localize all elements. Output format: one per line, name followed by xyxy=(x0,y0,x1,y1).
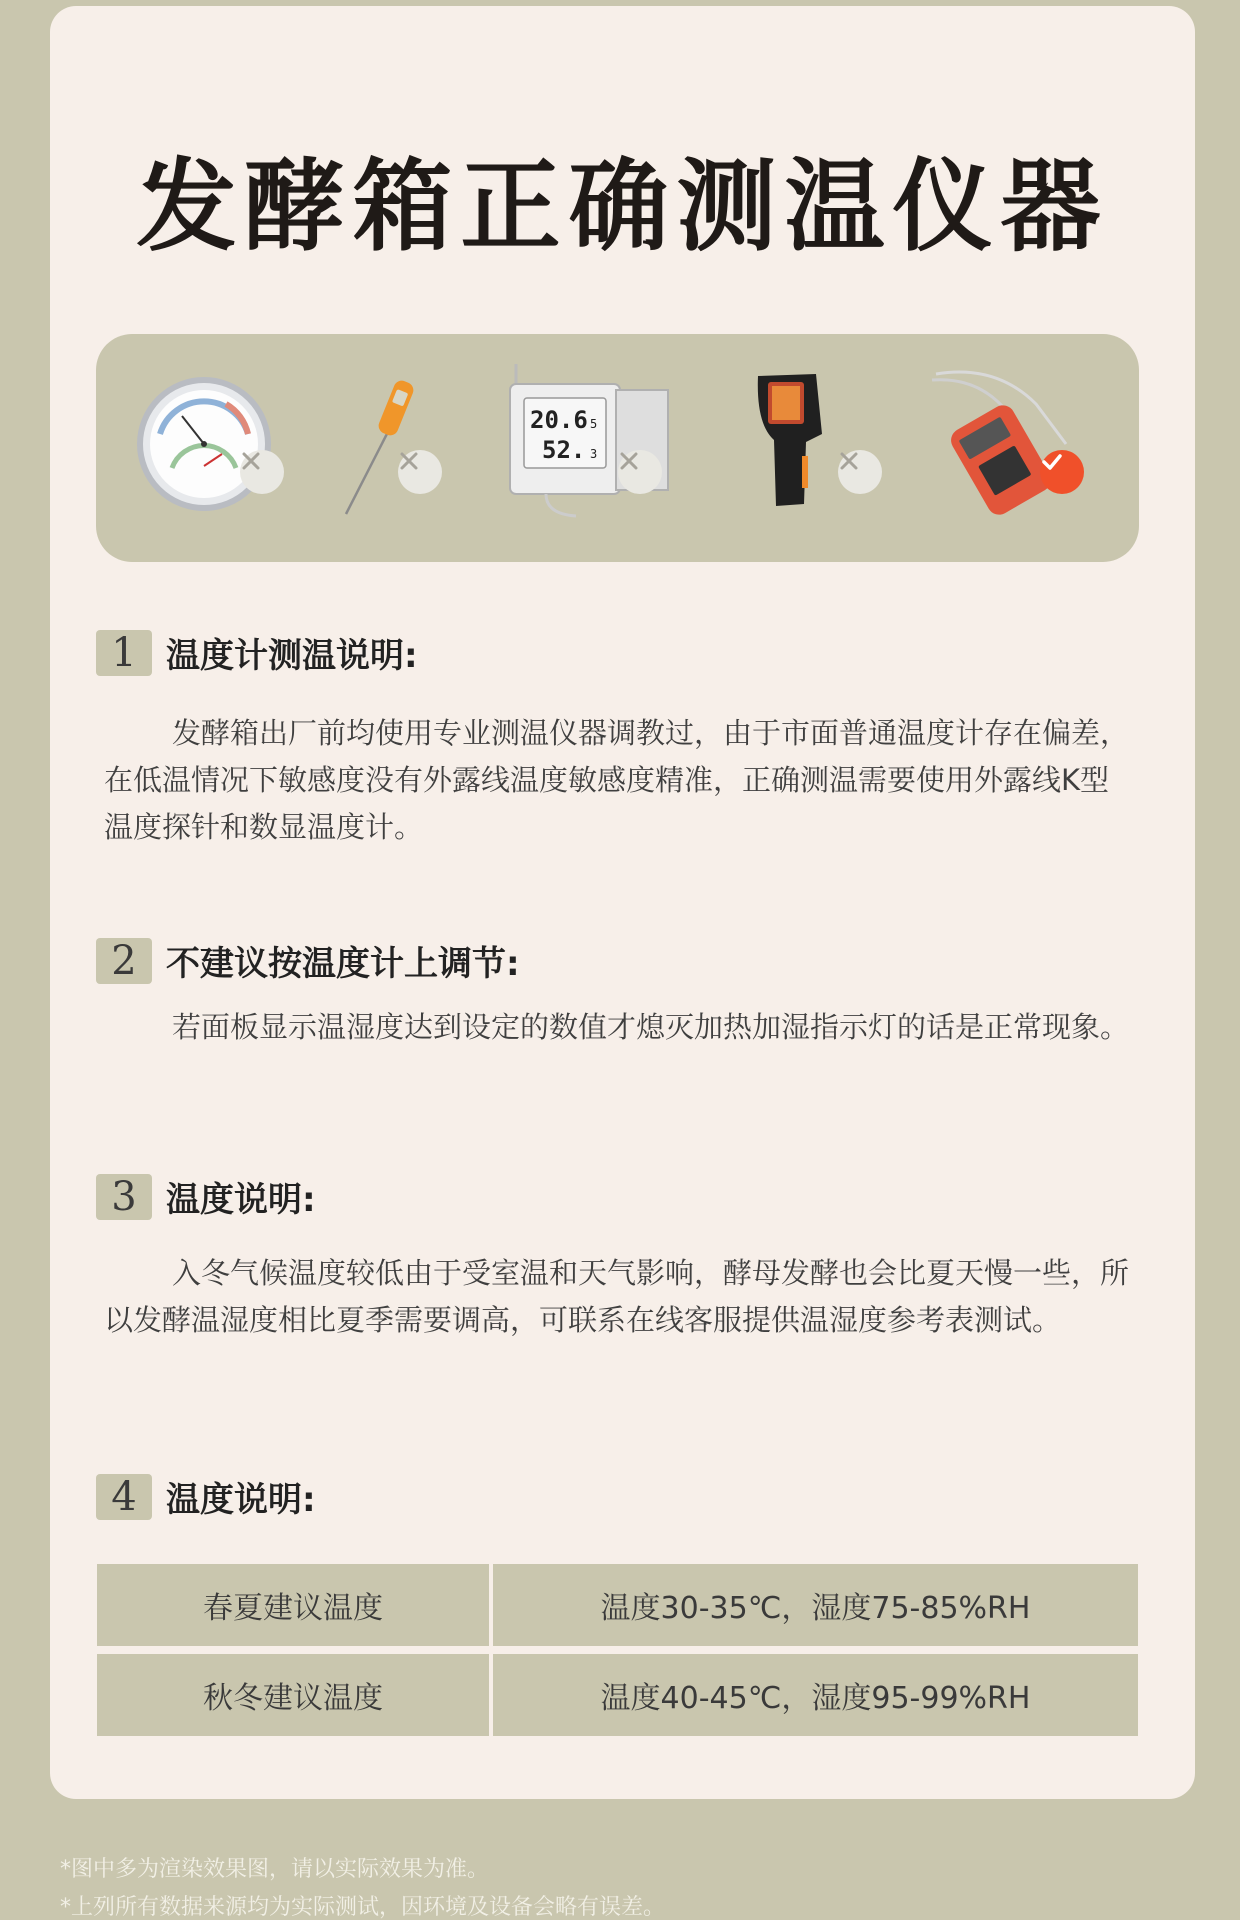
footnote-render-disclaimer: *图中多为渲染效果图，请以实际效果为准。 xyxy=(60,1857,490,1882)
section-4-heading xyxy=(96,1472,316,1521)
section-title: 温度计测温说明: xyxy=(166,636,418,676)
cross-icon xyxy=(240,450,284,494)
section-number: 2 xyxy=(96,938,152,984)
cross-icon xyxy=(618,450,662,494)
footnote-data-disclaimer: *上列所有数据来源均为实际测试，因环境及设备会略有误差。 xyxy=(60,1895,666,1920)
check-icon xyxy=(1040,450,1084,494)
table-row xyxy=(97,1654,1138,1736)
instrument-comparison-panel xyxy=(96,334,1139,562)
row-label: 秋冬建议温度 xyxy=(97,1654,489,1736)
lcd-humidity-decimal: 3 xyxy=(590,447,598,461)
section-2-heading xyxy=(96,936,520,985)
section-1-body: 发酵箱出厂前均使用专业测温仪器调教过，由于市面普通温度计存在偏差，在低温情况下敏感度没有外露线温度敏感度精准，正确测温需要使用外露线K型温度探针和数显温度计。 xyxy=(104,716,1130,844)
lcd-humidity: 52. xyxy=(542,436,586,464)
section-3-heading xyxy=(96,1172,316,1221)
section-number: 3 xyxy=(96,1174,152,1220)
wall-digital-thermometer-image xyxy=(506,364,686,524)
section-title: 不建议按温度计上调节: xyxy=(166,944,520,984)
section-2-body: 若面板显示温湿度达到设定的数值才熄灭加热加湿指示灯的话是正常现象。 xyxy=(172,1010,1130,1044)
table-row xyxy=(97,1564,1138,1646)
cross-icon xyxy=(398,450,442,494)
page-title: 发酵箱正确测温仪器 xyxy=(136,148,1109,265)
k-type-probe-digital-thermometer-image xyxy=(926,364,1106,524)
section-3-body: 入冬气候温度较低由于受室温和天气影响，酵母发酵也会比夏天慢一些，所以发酵温湿度相比夏季需要调高，可联系在线客服提供温湿度参考表测试。 xyxy=(104,1256,1130,1337)
section-title: 温度说明: xyxy=(166,1180,316,1220)
row-value: 温度40-45℃，湿度95-99%RH xyxy=(493,1654,1138,1736)
probe-pen-thermometer-image xyxy=(326,364,486,524)
section-number: 1 xyxy=(96,630,152,676)
content-card xyxy=(50,6,1195,1799)
suggested-temperature-table xyxy=(97,1564,1138,1736)
section-number: 4 xyxy=(96,1474,152,1520)
lcd-temperature: 20.6 xyxy=(530,406,588,434)
row-label: 春夏建议温度 xyxy=(97,1564,489,1646)
thermo-hygrometer-dial-image xyxy=(136,364,296,524)
row-value: 温度30-35℃，湿度75-85%RH xyxy=(493,1564,1138,1646)
lcd-temperature-decimal: 5 xyxy=(590,417,598,431)
infrared-thermal-gun-image xyxy=(746,364,906,524)
cross-icon xyxy=(838,450,882,494)
section-title: 温度说明: xyxy=(166,1480,316,1520)
section-1-heading xyxy=(96,628,418,677)
